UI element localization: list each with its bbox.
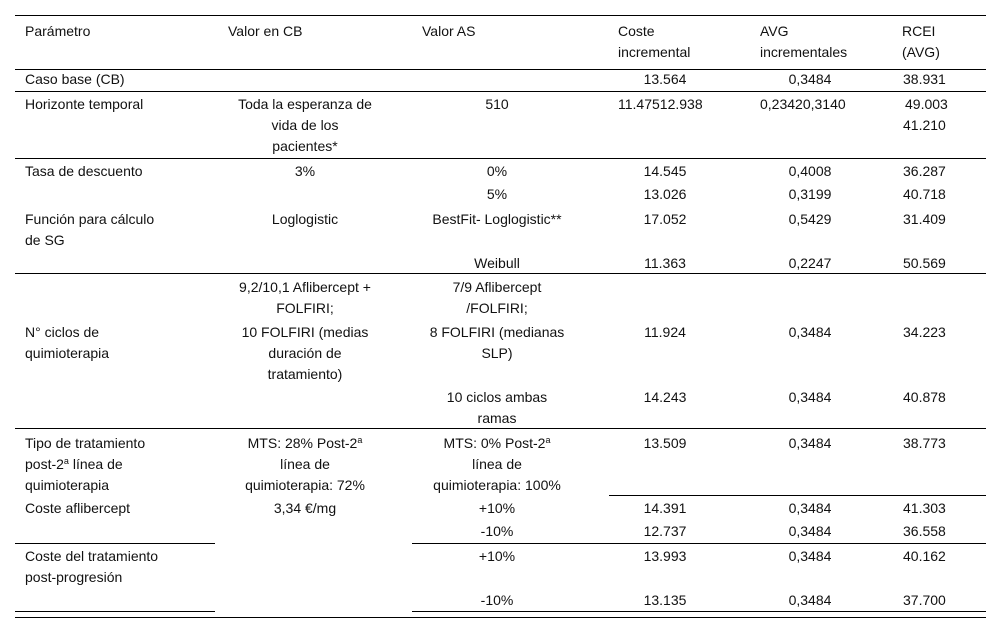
header-avg-line2: incrementales [760, 44, 848, 60]
as-mts-text: MTS: 0% Post-2 [443, 435, 546, 451]
aflibercept-as: +10% [478, 500, 516, 516]
funcion-sg-rcei: 31.409 [903, 211, 946, 227]
row-rule [412, 611, 986, 612]
row-label-funcion-sg-line1: Función para cálculo [25, 211, 155, 227]
descuento-coste: 13.026 [643, 186, 687, 202]
label-linea-text: línea de [68, 456, 123, 472]
ciclos-as-line2: /FOLFIRI; [466, 300, 528, 316]
header-valor-cb: Valor en CB [228, 23, 303, 39]
horizonte-cb-line1: Toda la esperanza de [238, 96, 372, 112]
horizonte-cb-line3: pacientes* [272, 138, 338, 154]
header-valor-as: Valor AS [422, 23, 476, 39]
caso-base-coste: 13.564 [643, 71, 687, 87]
post-progresion-as: -10% [480, 592, 514, 608]
header-rcei-line1: RCEI [902, 23, 936, 39]
bottom-rule [15, 617, 986, 618]
descuento-rcei: 40.718 [903, 186, 946, 202]
descuento-as: 0% [486, 163, 508, 179]
row-label-tipo-post2-line3: quimioterapia [25, 477, 110, 493]
tipo-post2-as-line1 [412, 433, 582, 454]
caso-base-rcei: 38.931 [903, 71, 946, 87]
row-label-coste-aflibercept: Coste aflibercept [25, 500, 131, 516]
row-label-post-progresion-line2: post-progresión [25, 569, 123, 585]
horizonte-avg: 0,23420,3140 [760, 96, 846, 112]
descuento-cb: 3% [294, 163, 316, 179]
descuento-as: 5% [486, 186, 508, 202]
row-label-horizonte: Horizonte temporal [25, 96, 144, 112]
aflibercept-cb: 3,34 €/mg [273, 500, 337, 516]
aflibercept-avg: 0,3484 [788, 500, 832, 516]
horizonte-rcei-1: 49.003 [905, 96, 948, 112]
post-progresion-rcei: 40.162 [903, 548, 946, 564]
ciclos-as-line4: SLP) [481, 345, 513, 361]
ciclos-cb-line2: FOLFIRI; [276, 300, 334, 316]
ciclos-cb-line3: 10 FOLFIRI (medias [241, 324, 369, 340]
row-label-ciclos-line2: quimioterapia [25, 345, 110, 361]
ciclos-rcei: 40.878 [903, 389, 946, 405]
funcion-sg-coste: 17.052 [643, 211, 687, 227]
funcion-sg-as: Weibull [474, 255, 520, 271]
header-coste-line2: incremental [618, 44, 691, 60]
row-rule [15, 158, 986, 159]
superscript-a: a [63, 456, 69, 466]
ciclos-avg: 0,3484 [788, 324, 832, 340]
top-rule [15, 15, 986, 16]
ciclos-cb-line1: 9,2/10,1 Aflibercept + [239, 279, 371, 295]
horizonte-as: 510 [485, 96, 509, 112]
header-parametro: Parámetro [25, 23, 91, 39]
row-rule [412, 543, 986, 544]
tipo-post2-cb-line3: quimioterapia: 72% [245, 477, 365, 493]
aflibercept-coste: 14.391 [643, 500, 687, 516]
tipo-post2-cb-line2: línea de [280, 456, 330, 472]
funcion-sg-as: BestFit- Loglogistic** [432, 211, 562, 227]
post-progresion-avg: 0,3484 [788, 548, 832, 564]
ciclos-as-line3: 8 FOLFIRI (medianas [429, 324, 565, 340]
descuento-avg: 0,4008 [788, 163, 832, 179]
ciclos-cb-line4: duración de [268, 345, 342, 361]
row-label-caso-base: Caso base (CB) [25, 71, 125, 87]
label-post2-text: post-2 [25, 456, 64, 472]
ciclos-avg: 0,3484 [788, 389, 832, 405]
funcion-sg-avg: 0,2247 [788, 255, 832, 271]
funcion-sg-coste: 11.363 [644, 255, 686, 271]
descuento-avg: 0,3199 [788, 186, 832, 202]
row-label-funcion-sg-line2: de SG [25, 232, 65, 248]
row-rule [609, 495, 986, 496]
superscript-a: a [545, 435, 551, 445]
header-coste-line1: Coste [618, 23, 655, 39]
row-label-post-progresion-line1: Coste del tratamiento [25, 548, 159, 564]
ciclos-rcei: 34.223 [903, 324, 946, 340]
row-rule [15, 543, 215, 544]
aflibercept-avg: 0,3484 [788, 523, 832, 539]
row-label-ciclos-line1: N° ciclos de [25, 324, 100, 340]
tipo-post2-as-line3: quimioterapia: 100% [433, 477, 561, 493]
aflibercept-coste: 12.737 [643, 523, 687, 539]
header-rcei-line2: (AVG) [902, 44, 940, 60]
post-progresion-avg: 0,3484 [788, 592, 832, 608]
tipo-post2-as-line2: línea de [472, 456, 522, 472]
row-label-tasa-descuento: Tasa de descuento [25, 163, 143, 179]
superscript-a: a [357, 435, 363, 445]
aflibercept-as: -10% [480, 523, 514, 539]
tipo-post2-avg: 0,3484 [788, 435, 832, 451]
horizonte-rcei-2: 41.210 [903, 117, 946, 133]
ciclos-as-line1: 10 ciclos ambas [446, 389, 548, 405]
aflibercept-rcei: 41.303 [903, 500, 946, 516]
funcion-sg-avg: 0,5429 [788, 211, 832, 227]
row-rule [15, 91, 986, 92]
row-label-tipo-post2-line2 [25, 454, 123, 475]
post-progresion-as: +10% [478, 548, 516, 564]
descuento-coste: 14.545 [643, 163, 687, 179]
row-label-tipo-post2-line1: Tipo de tratamiento [25, 435, 146, 451]
caso-base-avg: 0,3484 [788, 71, 832, 87]
tipo-post2-coste: 13.509 [643, 435, 687, 451]
ciclos-as-line2: ramas [477, 410, 517, 426]
post-progresion-coste: 13.993 [643, 548, 687, 564]
descuento-rcei: 36.287 [903, 163, 946, 179]
funcion-sg-cb: Loglogistic [271, 211, 339, 227]
funcion-sg-rcei: 50.569 [903, 255, 946, 271]
ciclos-as-line1: 7/9 Aflibercept [452, 279, 542, 295]
ciclos-cb-line5: tratamiento) [267, 366, 343, 382]
tipo-post2-cb-line1 [215, 433, 395, 454]
ciclos-coste: 14.243 [643, 389, 687, 405]
aflibercept-rcei: 36.558 [903, 523, 946, 539]
horizonte-coste: 11.47512.938 [618, 96, 703, 112]
cb-mts-text: MTS: 28% Post-2 [247, 435, 358, 451]
ciclos-coste: 11.924 [644, 324, 686, 340]
post-progresion-rcei: 37.700 [903, 592, 946, 608]
tipo-post2-rcei: 38.773 [903, 435, 946, 451]
row-rule [15, 611, 215, 612]
header-avg-line1: AVG [760, 23, 789, 39]
post-progresion-coste: 13.135 [643, 592, 687, 608]
horizonte-cb-line2: vida de los [271, 117, 339, 133]
